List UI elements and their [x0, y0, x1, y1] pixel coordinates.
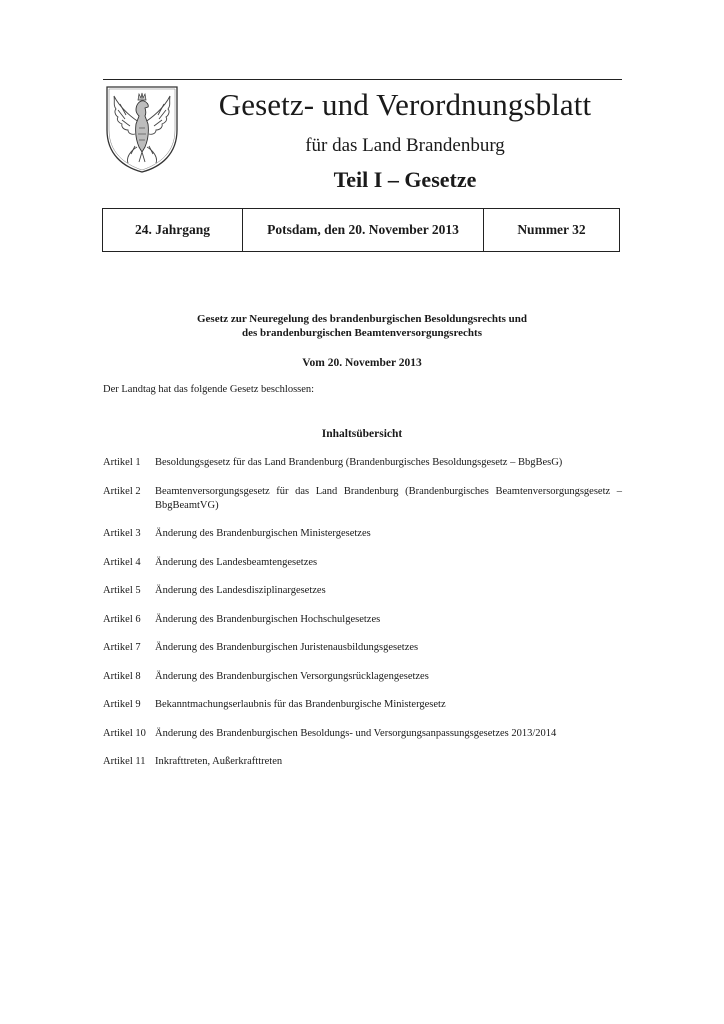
toc-item-number: Artikel 10 [103, 727, 146, 739]
toc-item-number: Artikel 9 [103, 699, 141, 710]
toc-item-number: Artikel 4 [103, 556, 141, 568]
law-date: Vom 20. November 2013 [302, 357, 422, 369]
issue-info-box [102, 208, 620, 252]
toc-item-number: Artikel 6 [103, 613, 141, 625]
toc-item-number: Artikel 7 [103, 642, 141, 653]
toc-item [103, 698, 622, 712]
toc-item-title: Beamtenversorgungsgesetz für das Land Brandenburg (Brandenburgisches Beamtenversorgungsgesetz – BbgBeamtVG) [155, 485, 622, 511]
toc-item [103, 456, 622, 470]
toc-item [103, 527, 622, 541]
toc-item [103, 556, 622, 570]
toc-item-number: Artikel 8 [103, 670, 141, 682]
enactment-clause: Der Landtag hat das folgende Gesetz beschlossen: [103, 384, 315, 395]
law-title-line-1: Gesetz zur Neuregelung des brandenburgischen Besoldungsrechts und [196, 313, 528, 325]
toc-item [103, 584, 622, 598]
publication-title: Gesetz- und Verordnungsblatt [218, 87, 592, 122]
toc-item-title: Änderung des Brandenburgischen Versorgungsrücklagengesetzes [155, 670, 429, 682]
toc-item-title: Änderung des Brandenburgischen Juristenausbildungsgesetzes [155, 642, 419, 653]
brandenburg-eagle-crest-icon [103, 84, 181, 174]
toc-item-number: Artikel 2 [103, 485, 141, 497]
publication-part: Teil I – Gesetze [333, 167, 477, 192]
toc-heading: Inhaltsübersicht [321, 428, 403, 440]
toc-item-number: Artikel 5 [103, 585, 141, 596]
toc-item-number: Artikel 11 [103, 756, 146, 767]
header-rule [103, 79, 622, 80]
toc-item-title: Änderung des Brandenburgischen Ministergesetzes [155, 528, 371, 539]
publication-subtitle: für das Land Brandenburg [305, 135, 505, 156]
toc-item [103, 670, 622, 684]
toc-item-title: Änderung des Landesdisziplinargesetzes [155, 585, 326, 596]
toc-item-title: Änderung des Landesbeamtengesetzes [155, 556, 318, 568]
toc-item [103, 755, 622, 769]
issue-number: Nummer 32 [483, 209, 619, 251]
toc-item [103, 485, 622, 513]
law-title-line-2: des brandenburgischen Beamtenversorgungsrechts [242, 327, 482, 339]
toc-item [103, 641, 622, 655]
toc-item-number: Artikel 3 [103, 528, 141, 539]
toc-item [103, 613, 622, 627]
issue-volume: 24. Jahrgang [134, 222, 210, 237]
table-of-contents [103, 456, 622, 784]
toc-item [103, 727, 622, 741]
toc-item-title: Bekanntmachungserlaubnis für das Brandenburgische Ministergesetz [155, 699, 446, 710]
toc-item-title: Änderung des Brandenburgischen Hochschulgesetzes [155, 613, 381, 625]
toc-item-title: Inkrafttreten, Außerkrafttreten [155, 756, 283, 767]
law-title [103, 312, 621, 340]
toc-item-title: Änderung des Brandenburgischen Besoldungs- und Versorgungsanpassungsgesetzes 2013/2014 [155, 727, 557, 739]
toc-item-title: Besoldungsgesetz für das Land Brandenburg (Brandenburgisches Besoldungsgesetz – BbgBesG) [155, 457, 563, 468]
issue-place-date: Potsdam, den 20. November 2013 [242, 209, 483, 251]
toc-item-number: Artikel 1 [103, 457, 141, 468]
